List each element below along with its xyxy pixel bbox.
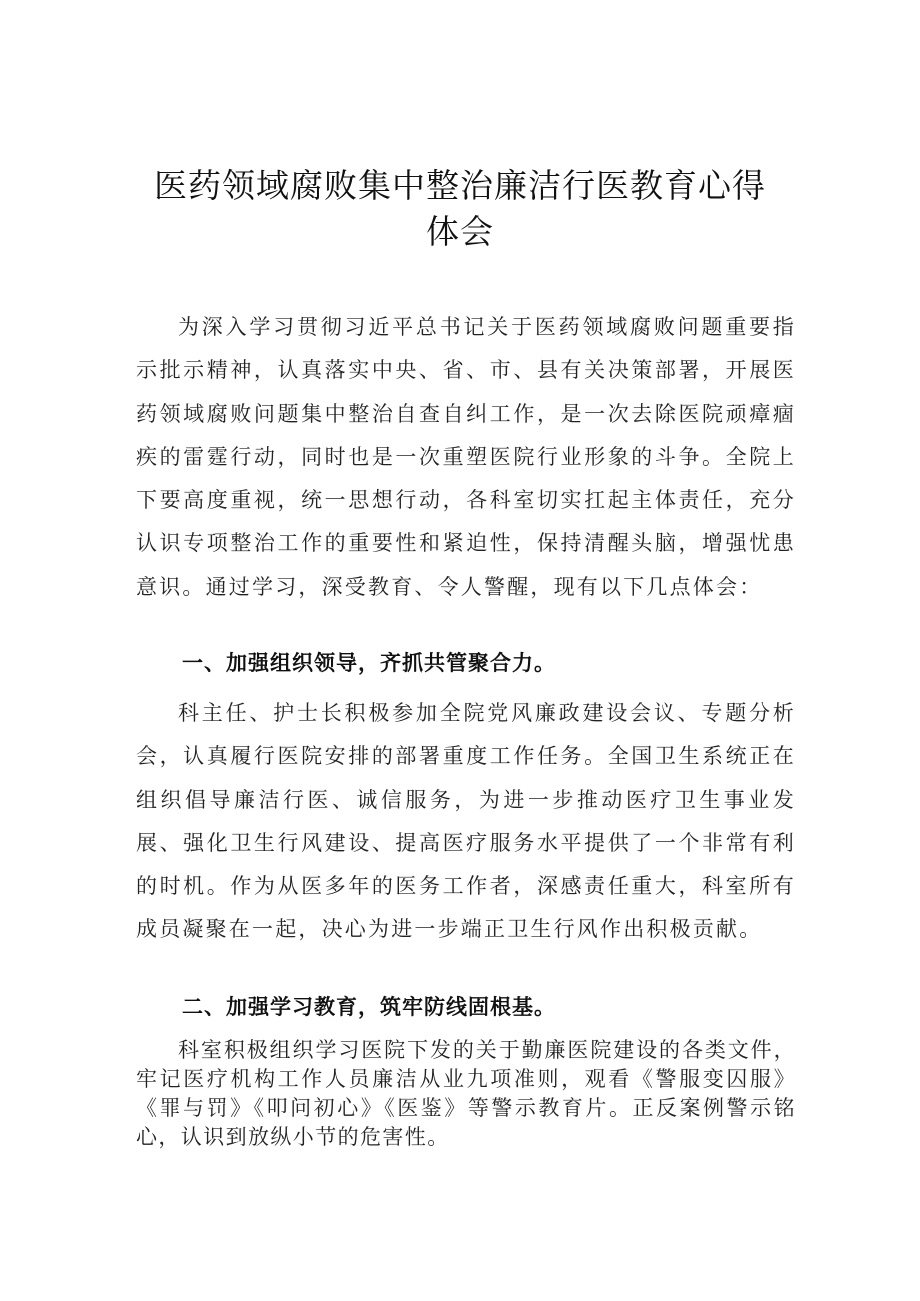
section-2-body: 科室积极组织学习医院下发的关于勤廉医院建设的各类文件，牢记医疗机构工作人员廉洁从业九项准则，观看《警服变囚服》《罪与罚》《叩问初心》《医鉴》等警示教育片。正反案例警示铭心，认识到放纵小节的危害性。 xyxy=(136,1038,796,1149)
document-title-line-2: 体会 xyxy=(426,212,494,251)
section-2-heading: 二、加强学习教育，筑牢防线固根基。 xyxy=(182,995,556,1019)
section-1-body: 科主任、护士长积极参加全院党风廉政建设会议、专题分析会，认真履行医院安排的部署重度工作任务。全国卫生系统正在组织倡导廉洁行医、诚信服务，为进一步推动医疗卫生事业发展、强化卫生行风建设、提高医疗服务水平提供了一个非常有利的时机。作为从医多年的医务工作者，深感责任重大，科室所有成员凝聚在一起，决心为进一步端正卫生行风作出积极贡献。 xyxy=(136,701,796,942)
document-title-line-1: 医药领域腐败集中整治廉洁行医教育心得 xyxy=(154,166,766,205)
intro-paragraph: 为深入学习贯彻习近平总书记关于医药领域腐败问题重要指示批示精神，认真落实中央、省、市、县有关决策部署，开展医药领域腐败问题集中整治自查自纠工作，是一次去除医院顽瘴痼疾的雷霆行动，同时也是一次重塑医院行业形象的斗争。全院上下要高度重视，统一思想行动，各科室切实扛起主体责任，充分认识专项整治工作的重要性和紧迫性，保持清醒头脑，增强忧患意识。通过学习，深受教育、令人警醒，现有以下几点体会： xyxy=(136,315,796,599)
section-1-heading: 一、加强组织领导，齐抓共管聚合力。 xyxy=(182,651,556,675)
